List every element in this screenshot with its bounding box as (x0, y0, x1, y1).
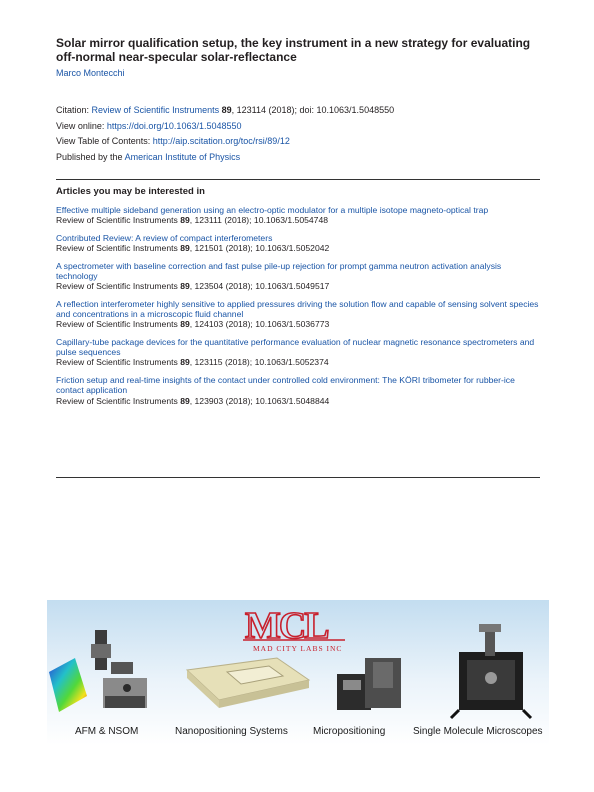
bottom-divider (56, 477, 540, 478)
related-article-citation (56, 215, 540, 225)
citation-block (56, 103, 540, 165)
nanopositioning-stage-icon (187, 658, 309, 708)
related-article-volume: 89 (180, 243, 190, 254)
journal-link[interactable]: Review of Scientific Instruments (91, 105, 220, 115)
related-article-title-link[interactable]: Contributed Review: A review of compact interferometers (56, 232, 273, 243)
publisher-row (56, 150, 540, 166)
related-article-title-link[interactable]: A reflection interferometer highly sensitive to applied pressures driving the solution flow and capable of sensing solvent species and concentrations in a microscopic fluid channel (56, 298, 539, 320)
related-article-title-link[interactable]: Effective multiple sideband generation using an electro-optic modulator for a multiple isotope magneto-optical trap (56, 205, 489, 215)
related-article (56, 233, 540, 253)
logo-mark: MCL (245, 605, 328, 647)
related-article (56, 205, 540, 225)
related-article-volume: 89 (180, 319, 190, 330)
toc-label: View Table of Contents: (56, 136, 151, 146)
related-article-volume: 89 (180, 357, 190, 368)
microscope-icon (451, 624, 531, 718)
toc-row (56, 134, 540, 150)
company-logo (243, 605, 345, 653)
view-online-row (56, 119, 540, 135)
related-article-journal: Review of Scientific Instruments (56, 243, 178, 254)
ad-caption-micropositioning: Micropositioning (313, 726, 386, 737)
article-title: Solar mirror qualification setup, the key instrument in a new strategy for evaluating off-normal near-specular solar-reflectance (56, 36, 531, 64)
ad-caption-nanopositioning: Nanopositioning Systems (175, 726, 288, 737)
related-article-volume: 89 (180, 395, 190, 406)
related-heading: Articles you may be interested in (56, 186, 205, 197)
top-divider (56, 179, 540, 180)
related-article-title-link[interactable]: Capillary-tube package devices for the quantitative performance evaluation of nuclear magnetic resonance spectrometers and pulse sequences (56, 337, 535, 358)
related-article-journal: Review of Scientific Instruments (56, 215, 178, 226)
publisher-link[interactable]: American Institute of Physics (124, 151, 241, 162)
related-article-details: , 123111 (2018); 10.1063/1.5054748 (189, 215, 329, 226)
related-article (56, 299, 540, 330)
related-article-details: , 123504 (2018); 10.1063/1.5049517 (189, 281, 330, 292)
related-article-citation (56, 319, 540, 329)
afm-instrument-icon (91, 630, 147, 708)
related-article-citation (56, 396, 540, 406)
author-link[interactable]: Marco Montecchi (56, 68, 125, 78)
related-article-details: , 121501 (2018); 10.1063/1.5052042 (189, 243, 330, 254)
advertisement-banner[interactable] (47, 600, 549, 745)
afm-scan-image (49, 658, 87, 712)
related-article-volume: 89 (180, 281, 190, 292)
published-label: Published by the (56, 151, 123, 162)
ad-caption-afm: AFM & NSOM (75, 726, 139, 737)
related-article-citation (56, 243, 540, 253)
company-name: MAD CITY LABS INC (253, 644, 343, 653)
ad-caption-microscopes: Single Molecule Microscopes (413, 726, 543, 737)
related-article-title-link[interactable]: Friction setup and real-time insights of the contact under controlled cold environment: The KÖRI tribometer for rubber-ice contact application (56, 375, 515, 396)
related-article-journal: Review of Scientific Instruments (56, 319, 178, 330)
related-article-citation (56, 281, 540, 291)
toc-link[interactable]: http://aip.scitation.org/toc/rsi/89/12 (152, 136, 290, 146)
related-article-volume: 89 (180, 215, 190, 226)
doi-link[interactable]: https://doi.org/10.1063/1.5048550 (106, 120, 242, 131)
citation-row (56, 103, 540, 119)
micropositioning-stage-icon (337, 658, 401, 710)
related-article-details: , 124103 (2018); 10.1063/1.5036773 (189, 319, 330, 330)
related-article (56, 337, 540, 368)
related-article-details: , 123115 (2018); 10.1063/1.5052374 (189, 357, 329, 368)
related-article-title-link[interactable]: A spectrometer with baseline correction and fast pulse pile-up rejection for prompt gamma neutron activation analysis technology (56, 260, 502, 282)
ad-illustration (47, 600, 549, 745)
related-article (56, 375, 540, 406)
related-article-citation (56, 357, 540, 367)
related-article (56, 261, 540, 292)
citation-details: , 123114 (2018); doi: 10.1063/1.5048550 (231, 105, 395, 115)
view-online-label: View online: (56, 120, 105, 131)
citation-label: Citation: (56, 105, 90, 115)
citation-volume: 89 (221, 105, 232, 115)
related-article-journal: Review of Scientific Instruments (56, 281, 178, 292)
related-articles-list (56, 205, 540, 413)
related-article-details: , 123903 (2018); 10.1063/1.5048844 (189, 395, 330, 406)
related-article-journal: Review of Scientific Instruments (56, 357, 178, 368)
related-article-journal: Review of Scientific Instruments (56, 395, 178, 406)
